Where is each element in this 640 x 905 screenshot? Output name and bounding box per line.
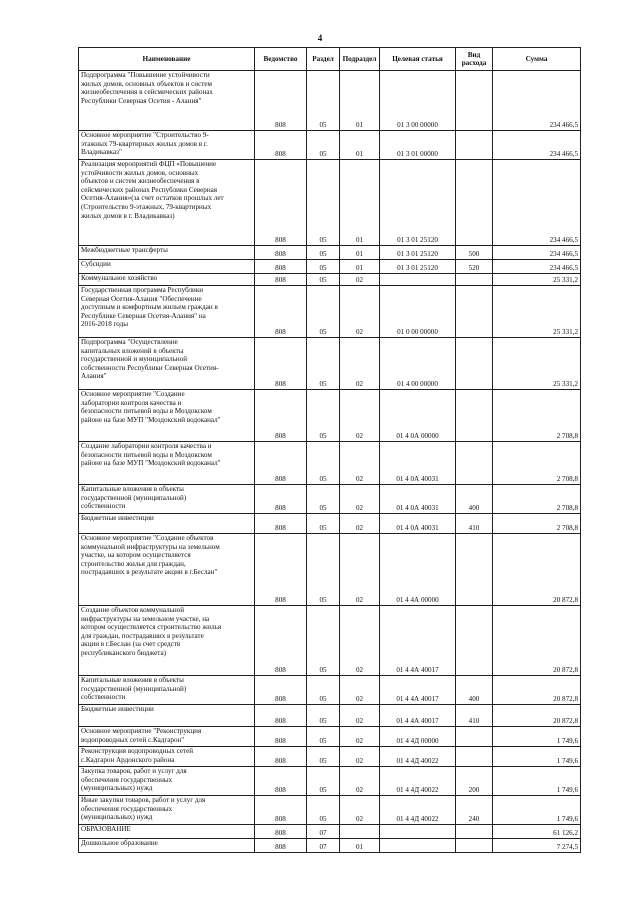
table-row <box>79 442 581 485</box>
cell-name: Реализация мероприятий ФЦП «Повышение устойчивости жилых домов, основных объектов и систем жизнеобеспечения в сейсмических районах Республики Северная Осетия-Алания»(за счет остатков прошлых лет (Строительство 9-этажных, 79-квартирных жилых домов в г. Владикавказ) <box>79 160 255 246</box>
cell-amount: 234 466,5 <box>493 160 581 246</box>
cell-exp-type: 410 <box>456 705 493 727</box>
cell-section: 05 <box>307 485 340 514</box>
table-row <box>79 796 581 825</box>
cell-exp-type: 400 <box>456 676 493 705</box>
cell-exp-type <box>456 534 493 606</box>
table-row <box>79 390 581 442</box>
cell-dept: 808 <box>255 839 307 853</box>
page-number: 4 <box>317 33 323 43</box>
cell-dept: 808 <box>255 274 307 286</box>
table-row <box>79 246 581 260</box>
cell-subsection: 02 <box>340 747 380 767</box>
cell-name: Государственная программа Республики Северная Осетия-Алания "Обеспечение доступным и комфортным жильем граждан в Республике Северная Осетия-Алания" на 2016-2018 годы <box>79 286 255 338</box>
cell-name: Подпрограмма "Повышение устойчивости жилых домов, основных объектов и систем жизнеобеспечения в сейсмических районах Республики Северная Осетия - Алания" <box>79 71 255 131</box>
cell-target: 01 4 0А 00000 <box>380 390 456 442</box>
cell-target: 01 4 4А 40017 <box>380 676 456 705</box>
cell-subsection: 01 <box>340 260 380 274</box>
cell-exp-type <box>456 747 493 767</box>
cell-subsection: 02 <box>340 534 380 606</box>
cell-amount: 234 466,5 <box>493 131 581 160</box>
cell-dept: 808 <box>255 246 307 260</box>
table-row <box>79 534 581 606</box>
cell-exp-type <box>456 390 493 442</box>
cell-amount: 1 749,6 <box>493 727 581 747</box>
cell-name: Бюджетные инвестиции <box>79 705 255 727</box>
cell-section: 07 <box>307 839 340 853</box>
table-row <box>79 160 581 246</box>
table-row <box>79 839 581 853</box>
cell-target: 01 3 01 25120 <box>380 260 456 274</box>
cell-amount: 2 708,8 <box>493 390 581 442</box>
table-row <box>79 260 581 274</box>
cell-section: 05 <box>307 796 340 825</box>
cell-section: 05 <box>307 286 340 338</box>
cell-name: Закупка товаров, работ и услуг для обеспечения государственных (муниципальных) нужд <box>79 767 255 796</box>
cell-target: 01 4 4Д 00000 <box>380 727 456 747</box>
cell-amount: 234 466,5 <box>493 71 581 131</box>
cell-target: 01 4 4А 40017 <box>380 606 456 676</box>
cell-section: 05 <box>307 514 340 534</box>
cell-amount: 20 872,8 <box>493 705 581 727</box>
cell-amount: 1 749,6 <box>493 747 581 767</box>
table-row <box>79 338 581 390</box>
cell-dept: 808 <box>255 131 307 160</box>
header-subsection: Подраздел <box>340 48 380 71</box>
cell-subsection: 02 <box>340 514 380 534</box>
cell-dept: 808 <box>255 676 307 705</box>
cell-amount: 20 872,8 <box>493 676 581 705</box>
cell-amount: 20 872,8 <box>493 534 581 606</box>
cell-name: Капитальные вложения в объекты государственной (муниципальной) собственности <box>79 485 255 514</box>
cell-exp-type: 520 <box>456 260 493 274</box>
cell-dept: 808 <box>255 796 307 825</box>
cell-subsection: 02 <box>340 390 380 442</box>
cell-dept: 808 <box>255 485 307 514</box>
cell-section: 05 <box>307 705 340 727</box>
cell-name: Создание объектов коммунальной инфраструктуры на земельном участке, на котором осуществляется строительство жилья для граждан, пострадавших в результате акции в г.Беслан (за счет средств республиканского бюджета) <box>79 606 255 676</box>
cell-subsection: 02 <box>340 442 380 485</box>
cell-target: 01 4 4Д 40022 <box>380 796 456 825</box>
cell-name: Основное мероприятие "Реконструкция водопроводных сетей с.Кадгарон" <box>79 727 255 747</box>
table-row <box>79 606 581 676</box>
cell-amount: 25 331,2 <box>493 338 581 390</box>
cell-name: Иные закупки товаров, работ и услуг для обеспечения государственных (муниципальных) нужд <box>79 796 255 825</box>
cell-target: 01 4 4Д 40022 <box>380 767 456 796</box>
table-row <box>79 514 581 534</box>
cell-subsection: 02 <box>340 767 380 796</box>
cell-name: Субсидии <box>79 260 255 274</box>
cell-dept: 808 <box>255 825 307 839</box>
cell-target: 01 4 4Д 40022 <box>380 747 456 767</box>
cell-section: 05 <box>307 71 340 131</box>
cell-exp-type: 400 <box>456 485 493 514</box>
table-header-row <box>79 48 581 71</box>
cell-section: 05 <box>307 390 340 442</box>
header-dept: Ведомство <box>255 48 307 71</box>
cell-subsection: 02 <box>340 286 380 338</box>
table-row <box>79 485 581 514</box>
cell-dept: 808 <box>255 390 307 442</box>
cell-subsection: 02 <box>340 606 380 676</box>
cell-amount: 61 126,2 <box>493 825 581 839</box>
cell-name: Основное мероприятие "Создание лаборатории контроля качества и безопасности питьевой воды в Моздокском районе на базе МУП "Моздокский водоканал" <box>79 390 255 442</box>
cell-exp-type <box>456 839 493 853</box>
table-row <box>79 747 581 767</box>
cell-subsection: 02 <box>340 485 380 514</box>
cell-target: 01 3 01 00000 <box>380 131 456 160</box>
cell-dept: 808 <box>255 514 307 534</box>
cell-target: 01 4 00 00000 <box>380 338 456 390</box>
cell-amount: 2 708,8 <box>493 514 581 534</box>
cell-subsection: 02 <box>340 676 380 705</box>
cell-exp-type <box>456 727 493 747</box>
cell-name: Подпрограмма "Осуществление капитальных вложений в объекты государственной и муниципальной собственности Республики Северная Осетия- Алания" <box>79 338 255 390</box>
cell-exp-type: 410 <box>456 514 493 534</box>
cell-target: 01 4 0А 40031 <box>380 485 456 514</box>
header-section: Раздел <box>307 48 340 71</box>
cell-subsection: 01 <box>340 71 380 131</box>
cell-section: 05 <box>307 442 340 485</box>
cell-exp-type <box>456 338 493 390</box>
cell-target: 01 3 01 25120 <box>380 160 456 246</box>
table-row <box>79 676 581 705</box>
cell-exp-type <box>456 71 493 131</box>
table-row <box>79 767 581 796</box>
cell-subsection: 01 <box>340 131 380 160</box>
cell-name: Реконструкция водопроводных сетей с.Кадгарон Ардонского района <box>79 747 255 767</box>
cell-dept: 808 <box>255 767 307 796</box>
cell-exp-type: 240 <box>456 796 493 825</box>
cell-dept: 808 <box>255 705 307 727</box>
table-row <box>79 71 581 131</box>
cell-dept: 808 <box>255 260 307 274</box>
table-row <box>79 131 581 160</box>
cell-section: 05 <box>307 767 340 796</box>
cell-amount: 2 708,8 <box>493 485 581 514</box>
cell-target: 01 4 0А 40031 <box>380 514 456 534</box>
cell-amount: 234 466,5 <box>493 246 581 260</box>
cell-amount: 25 331,2 <box>493 286 581 338</box>
cell-section: 07 <box>307 825 340 839</box>
cell-target: 01 3 01 25120 <box>380 246 456 260</box>
cell-target: 01 4 4А 00000 <box>380 534 456 606</box>
cell-name: Основное мероприятие "Строительство 9- этажных 79-квартирных жилых домов в г. Владикавказ" <box>79 131 255 160</box>
cell-name: Основное мероприятие "Создание объектов коммунальной инфраструктуры на земельном участке, на котором осуществляется строительство жилья для граждан, пострадавших в результате акции в г.Беслан" <box>79 534 255 606</box>
cell-dept: 808 <box>255 338 307 390</box>
cell-section: 05 <box>307 131 340 160</box>
cell-section: 05 <box>307 727 340 747</box>
cell-exp-type: 200 <box>456 767 493 796</box>
table-row <box>79 727 581 747</box>
cell-dept: 808 <box>255 71 307 131</box>
cell-dept: 808 <box>255 286 307 338</box>
budget-table <box>78 47 581 853</box>
cell-target: 01 4 4А 40017 <box>380 705 456 727</box>
cell-exp-type <box>456 825 493 839</box>
cell-name: Межбюджетные трансферты <box>79 246 255 260</box>
cell-amount: 2 708,8 <box>493 442 581 485</box>
header-amount: Сумма <box>493 48 581 71</box>
cell-name: Дошкольное образование <box>79 839 255 853</box>
cell-exp-type <box>456 160 493 246</box>
cell-amount: 20 872,8 <box>493 606 581 676</box>
table-row <box>79 705 581 727</box>
table-body <box>79 71 581 853</box>
cell-target <box>380 274 456 286</box>
cell-subsection <box>340 825 380 839</box>
cell-name: Бюджетные инвестиции <box>79 514 255 534</box>
cell-exp-type <box>456 274 493 286</box>
cell-target: 01 4 0А 40031 <box>380 442 456 485</box>
cell-section: 05 <box>307 676 340 705</box>
cell-section: 05 <box>307 606 340 676</box>
cell-section: 05 <box>307 747 340 767</box>
cell-section: 05 <box>307 246 340 260</box>
cell-dept: 808 <box>255 534 307 606</box>
cell-section: 05 <box>307 338 340 390</box>
cell-dept: 808 <box>255 727 307 747</box>
cell-exp-type <box>456 442 493 485</box>
cell-subsection: 02 <box>340 796 380 825</box>
cell-amount: 25 331,2 <box>493 274 581 286</box>
header-name: Наименование <box>79 48 255 71</box>
cell-name: Коммунальное хозяйство <box>79 274 255 286</box>
cell-target: 01 0 00 00000 <box>380 286 456 338</box>
cell-amount: 7 274,5 <box>493 839 581 853</box>
cell-amount: 1 749,6 <box>493 796 581 825</box>
cell-subsection: 02 <box>340 727 380 747</box>
cell-subsection: 01 <box>340 160 380 246</box>
cell-section: 05 <box>307 274 340 286</box>
cell-target: 01 3 00 00000 <box>380 71 456 131</box>
table-row <box>79 274 581 286</box>
cell-section: 05 <box>307 534 340 606</box>
cell-section: 05 <box>307 160 340 246</box>
cell-subsection: 02 <box>340 274 380 286</box>
cell-subsection: 01 <box>340 839 380 853</box>
table-row <box>79 286 581 338</box>
cell-dept: 808 <box>255 747 307 767</box>
cell-amount: 234 466,5 <box>493 260 581 274</box>
cell-subsection: 02 <box>340 338 380 390</box>
cell-subsection: 01 <box>340 246 380 260</box>
cell-dept: 808 <box>255 442 307 485</box>
cell-name: Капитальные вложения в объекты государственной (муниципальной) собственности <box>79 676 255 705</box>
header-exp-type: Вид расхода <box>456 48 493 71</box>
cell-exp-type <box>456 131 493 160</box>
cell-dept: 808 <box>255 606 307 676</box>
cell-dept: 808 <box>255 160 307 246</box>
cell-target <box>380 825 456 839</box>
cell-exp-type <box>456 606 493 676</box>
cell-target <box>380 839 456 853</box>
cell-name: ОБРАЗОВАНИЕ <box>79 825 255 839</box>
header-target: Целевая статья <box>380 48 456 71</box>
cell-section: 05 <box>307 260 340 274</box>
cell-subsection: 02 <box>340 705 380 727</box>
cell-amount: 1 749,6 <box>493 767 581 796</box>
cell-exp-type <box>456 286 493 338</box>
cell-exp-type: 500 <box>456 246 493 260</box>
table-row <box>79 825 581 839</box>
cell-name: Создание лаборатории контроля качества и безопасности питьевой воды в Моздокском районе на базе МУП "Моздокский водоканал" <box>79 442 255 485</box>
